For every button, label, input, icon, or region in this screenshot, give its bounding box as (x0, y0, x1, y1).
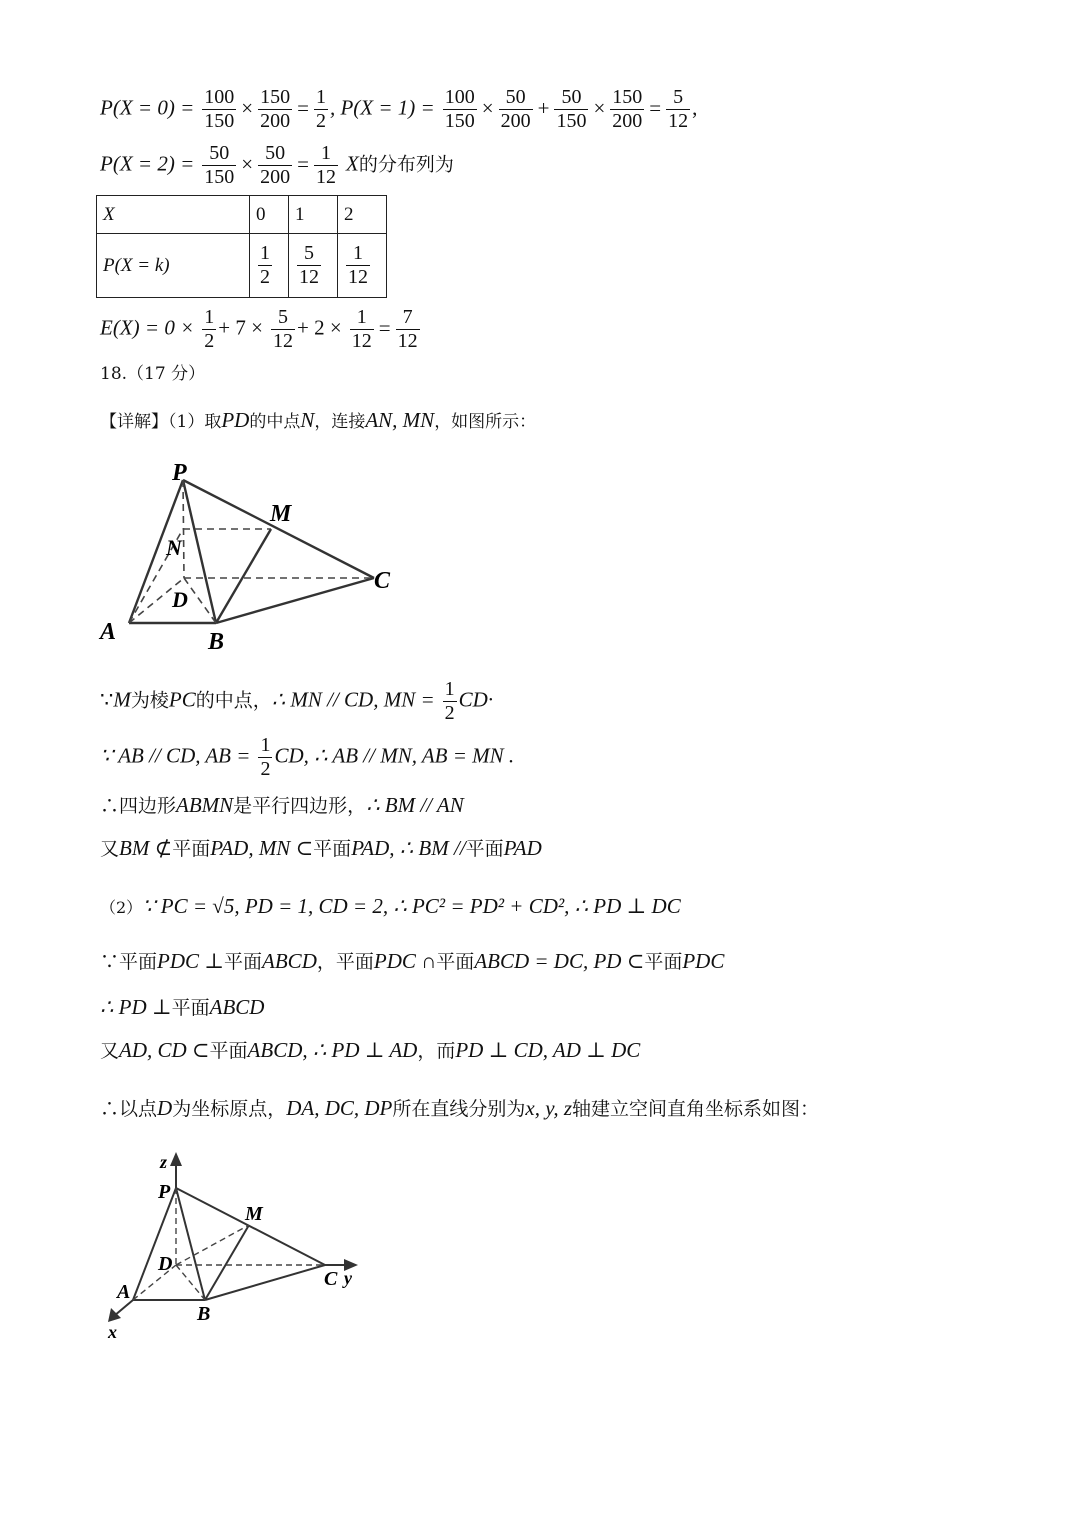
table-head-x: X (97, 196, 250, 234)
label-B2: B (197, 1303, 211, 1325)
fraction: $\frac{1}{2}$ (444, 678, 455, 724)
fraction: $\frac{1}{2}$ (315, 86, 326, 132)
part2-line-1: （2）∵ PC = √5, PD = 1, CD = 2, ∴ PC² = PD² + CD², ∴ PD ⊥ DC (100, 894, 681, 918)
label-y: y (344, 1268, 352, 1288)
label-M2: M (245, 1203, 263, 1225)
label-P2: P (158, 1181, 171, 1203)
table-head-p: P(X = k) (97, 234, 250, 298)
part2-line-3: ∴ PD ⊥平面ABCD (100, 995, 265, 1019)
fraction: $\frac{5}{12}$ (668, 86, 689, 132)
label-x: x (108, 1322, 117, 1342)
proof-line-2: ∵ AB // CD, AB = $\frac{1}{2}$ CD, ∴ AB // MN, AB = MN . (100, 734, 515, 780)
fraction: $\frac{100}{150}$ (204, 86, 235, 132)
fraction: $\frac{150}{200}$ (260, 86, 291, 132)
detail-step-1: 【详解】（1）取PD的中点N，连接AN, MN，如图所示： (100, 408, 537, 432)
prob-line-1: P(X = 0) = $\frac{100}{150}$ × $\frac{150}{200}$ = $\frac{1}{2}$ , P(X = 1) = $\frac{100}{150}$ × $\frac{50}{200}$ + $\frac{50}{150}$ × $\frac{150}{200}$ = $\frac{5}{12}$ , (100, 86, 698, 132)
label-D: D (172, 587, 188, 612)
p2-lhs: P(X = 2) = (100, 151, 195, 176)
part2-line-2: ∵平面PDC ⊥平面ABCD，平面PDC ∩平面ABCD = DC, PD ⊂平面PDC (100, 949, 725, 973)
fraction: $\frac{7}{12}$ (397, 306, 418, 352)
coordinate-figure-2 (100, 1148, 370, 1343)
fraction: $\frac{50}{150}$ (204, 142, 235, 188)
x-axis-arrow-icon (108, 1308, 121, 1322)
fraction: $\frac{5}{12}$ (273, 306, 294, 352)
label-C: C (374, 568, 391, 594)
label-C2: C (324, 1268, 338, 1290)
fraction: $\frac{1}{2}$ (260, 734, 271, 780)
label-N: N (166, 535, 182, 560)
label-M: M (270, 501, 292, 527)
p1-lhs: , P(X = 1) = (329, 95, 435, 120)
label-A: A (100, 619, 117, 645)
detail-label: 【详解】 (100, 412, 168, 432)
table-cell: $\frac{5}{12}$ (289, 234, 338, 298)
fraction: $\frac{150}{200}$ (612, 86, 643, 132)
label-D2: D (158, 1253, 173, 1275)
dist-text: 的分布列为 (358, 153, 454, 176)
fraction: $\frac{1}{12}$ (315, 142, 336, 188)
proof-line-3: ∴四边形ABMN是平行四边形，∴ BM // AN (100, 793, 464, 817)
question-header: 18.（17 分） (100, 364, 206, 384)
table-cell: 1 (289, 196, 338, 234)
label-A2: A (117, 1281, 131, 1303)
table-row (97, 234, 387, 298)
fraction: $\frac{50}{150}$ (556, 86, 587, 132)
expectation-line: E(X) = 0 × $\frac{1}{2}$ + 7 × $\frac{5}{12}$ + 2 × $\frac{1}{12}$ = $\frac{7}{12}$ (100, 306, 418, 352)
fraction: $\frac{50}{200}$ (500, 86, 531, 132)
table-cell: 2 (338, 196, 387, 234)
table-cell: 0 (250, 196, 289, 234)
part2-line-4: 又AD, CD ⊂平面ABCD, ∴ PD ⊥ AD，而PD ⊥ CD, AD ⊥ DC (100, 1038, 641, 1062)
fraction: $\frac{100}{150}$ (444, 86, 475, 132)
distribution-table (96, 195, 387, 298)
exp-lhs: E(X) = 0 × (100, 315, 195, 340)
label-z: z (160, 1152, 168, 1172)
pyramid-figure-1 (96, 455, 406, 655)
fraction: $\frac{1}{12}$ (351, 306, 372, 352)
label-B: B (208, 629, 225, 655)
proof-line-4: 又BM ⊄平面PAD, MN ⊂平面PAD, ∴ BM //平面PAD (100, 836, 542, 860)
proof-line-1: ∵M为棱PC的中点，∴ MN // CD, MN = $\frac{1}{2}$ CD· (100, 678, 494, 724)
table-cell: $\frac{1}{2}$ (250, 234, 289, 298)
p0-lhs: P(X = 0) = (100, 95, 195, 120)
fraction: $\frac{1}{2}$ (204, 306, 215, 352)
fraction: $\frac{50}{200}$ (260, 142, 291, 188)
prob-line-2: P(X = 2) = $\frac{50}{150}$ × $\frac{50}{200}$ = $\frac{1}{12}$ X的分布列为 (100, 142, 454, 188)
table-row (97, 196, 387, 234)
table-cell: $\frac{1}{12}$ (338, 234, 387, 298)
part2-line-5: ∴以点D为坐标原点，DA, DC, DP所在直线分别为x, y, z轴建立空间直角坐标系如图： (100, 1096, 820, 1120)
z-axis-arrow-icon (170, 1152, 182, 1166)
dist-var: X (346, 151, 359, 176)
label-P: P (172, 460, 187, 486)
